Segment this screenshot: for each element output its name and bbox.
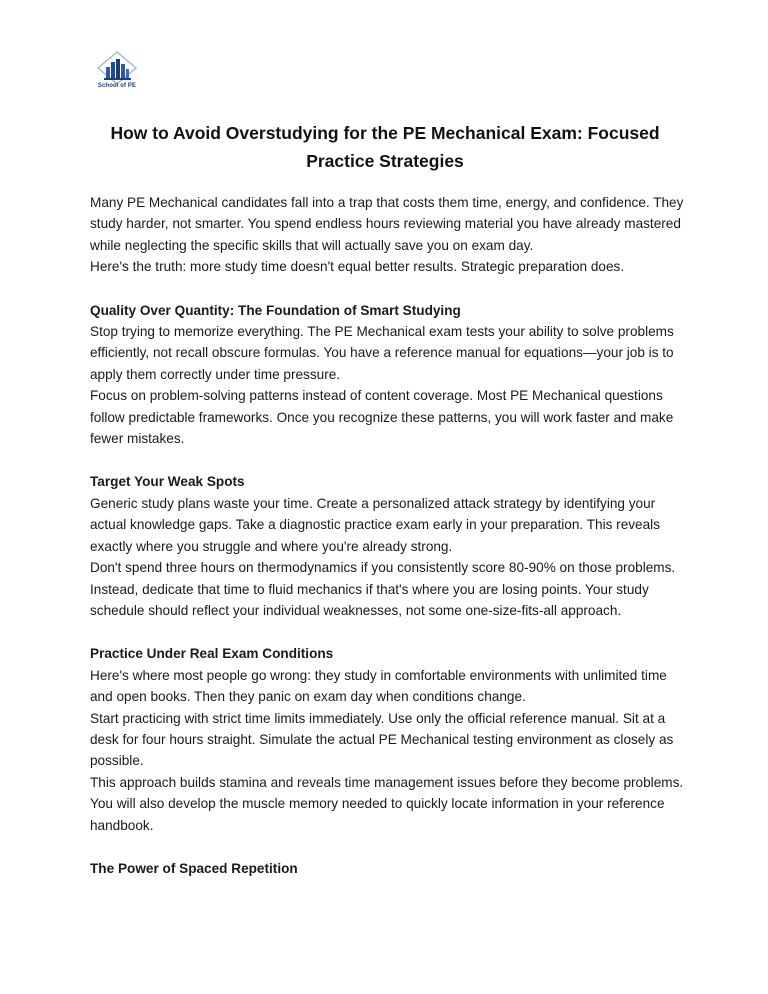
logo-emblem-icon xyxy=(92,50,142,86)
section-paragraph: Focus on problem-solving patterns instead of content coverage. Most PE Mechanical questions follow predictable frameworks. Once you recognize these patterns, you will work faster and make fewer mistakes. xyxy=(90,388,674,447)
section-paragraph: Here's where most people go wrong: they study in comfortable environments with unlimited time and open books. Then they panic on exam day when conditions change. xyxy=(90,667,667,705)
intro-paragraph-1: Many PE Mechanical candidates fall into a trap that costs them time, energy, and confidence. They study harder, not smarter. You spend endless hours reviewing material you have already mastered while neglecting the specific skills that will actually save you on exam day. xyxy=(90,195,684,253)
section-heading-weak-spots: Target Your Weak Spots xyxy=(90,474,245,490)
school-of-pe-logo xyxy=(92,50,142,94)
section-paragraph: Generic study plans waste your time. Create a personalized attack strategy by identifying your actual knowledge gaps. Take a diagnostic practice exam early in your preparation. This reveals exactly where you struggle and where you're already strong. xyxy=(90,495,660,554)
intro-paragraph-2: Here's the truth: more study time doesn't equal better results. Strategic preparation does. xyxy=(90,259,625,275)
section-paragraph: This approach builds stamina and reveals time management issues before they become problems. You will also develop the muscle memory needed to quickly locate information in your reference handbook. xyxy=(90,774,684,833)
section-paragraph: Start practicing with strict time limits immediately. Use only the official reference manual. Sit at a desk for four hours straight. Simulate the actual PE Mechanical testing environment as closely as possible. xyxy=(90,710,674,769)
logo-text: School of PE xyxy=(97,83,137,89)
section-heading-exam-conditions: Practice Under Real Exam Conditions xyxy=(90,646,334,662)
section-heading-spaced-repetition: The Power of Spaced Repetition xyxy=(90,860,298,876)
section-paragraph: Stop trying to memorize everything. The PE Mechanical exam tests your ability to solve problems efficiently, not recall obscure formulas. You have a reference manual for equations—your job is to apply them correctly under time pressure. xyxy=(90,324,674,382)
article-body xyxy=(90,192,690,879)
section-paragraph: Don't spend three hours on thermodynamics if you consistently score 80-90% on those problems. Instead, dedicate that time to fluid mechanics if that's where you are losing points. Your study schedule should reflect your individual weaknesses, not some one-size-fits-all approach. xyxy=(90,560,676,618)
section-heading-quality: Quality Over Quantity: The Foundation of Smart Studying xyxy=(90,302,461,318)
page-title: How to Avoid Overstudying for the PE Mechanical Exam: Focused Practice Strategies xyxy=(110,123,660,171)
